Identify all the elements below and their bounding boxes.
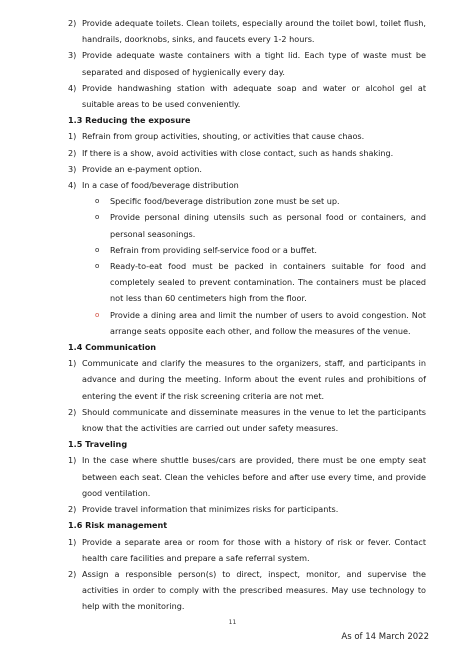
item-text: Should communicate and disseminate measures in the venue to let the participants know that the activities are carried out under safety measures. — [82, 406, 426, 434]
list-item — [68, 161, 426, 177]
bullet-text: Ready-to-eat food must be packed in containers suitable for food and completely sealed to prevent contamination. The containers must be placed not less than 60 centimeters high from the floor. — [110, 261, 426, 304]
item-text: Provide adequate toilets. Clean toilets, especially around the toilet bowl, toilet flush, handrails, doorknobs, sinks, and faucets every 1-2 hours. — [82, 18, 426, 45]
list-item — [68, 452, 426, 501]
bullet-item — [68, 307, 426, 339]
bullet-text: Provide a dining area and limit the number of users to avoid congestion. Not arrange seats opposite each other, and follow the measures of the venue. — [110, 309, 426, 336]
bullet-text: Provide personal dining utensils such as personal food or containers, and personal seasonings. — [110, 212, 426, 239]
bullet-item — [68, 242, 426, 258]
item-text: Provide an e-payment option. — [82, 163, 202, 174]
item-number: 2) — [68, 18, 77, 28]
list-item — [68, 47, 426, 79]
page-number: 11 — [228, 619, 237, 626]
item-number: 3) — [68, 163, 77, 174]
item-number: 4) — [68, 82, 77, 93]
list-item — [68, 566, 426, 615]
list-item — [68, 177, 426, 193]
date-stamp: As of 14 March 2022 — [341, 632, 429, 642]
list-item — [68, 534, 426, 566]
item-text: Provide handwashing station with adequate soap and water or alcohol gel at suitable areas to be used conveniently. — [82, 82, 426, 110]
bullet-item — [68, 193, 426, 209]
item-number: 2) — [68, 406, 77, 417]
item-text: Provide a separate area or room for those with a history of risk or fever. Contact health care facilities and prepare a safe referral system. — [82, 536, 426, 563]
list-item — [68, 80, 426, 112]
item-number: 4) — [68, 180, 77, 191]
item-number: 3) — [68, 50, 77, 61]
item-number: 1) — [68, 536, 77, 547]
bullet-marker: o — [95, 197, 100, 206]
bullet-item — [68, 258, 426, 307]
bullet-marker: o — [95, 262, 100, 271]
item-number: 1) — [68, 455, 77, 466]
item-number: 2) — [68, 568, 77, 579]
item-text: Provide travel information that minimizes risks for participants. — [82, 504, 339, 515]
list-item — [68, 501, 426, 517]
item-text: Communicate and clarify the measures to the organizers, staff, and participants in advance and during the meeting. Inform about the event rules and prohibitions of entering the event if the risk screening criteria are not met. — [82, 358, 426, 401]
document-body — [68, 15, 426, 615]
item-text: Refrain from group activities, shouting, or activities that cause chaos. — [82, 131, 365, 142]
item-text: Assign a responsible person(s) to direct, inspect, monitor, and supervise the activities in order to comply with the prescribed measures. May use technology to help with the monitoring. — [82, 568, 426, 612]
list-item — [68, 15, 426, 47]
section-heading-reducing-exposure: 1.3 Reducing the exposure — [68, 115, 191, 126]
section-heading-risk-management: 1.6 Risk management — [68, 520, 168, 531]
bullet-marker: o — [95, 245, 100, 254]
item-number: 1) — [68, 358, 77, 369]
section-heading-communication: 1.4 Communication — [68, 342, 157, 353]
item-text: In a case of food/beverage distribution — [82, 180, 239, 191]
item-text: Provide adequate waste containers with a tight lid. Each type of waste must be separated and disposed of hygienically every day. — [82, 50, 426, 77]
bullet-item — [68, 209, 426, 241]
item-number: 2) — [68, 504, 77, 515]
list-item — [68, 404, 426, 436]
item-number: 2) — [68, 147, 77, 158]
list-item — [68, 355, 426, 404]
list-item — [68, 128, 426, 144]
section-heading-traveling: 1.5 Traveling — [68, 439, 128, 450]
item-text: If there is a show, avoid activities with close contact, such as hands shaking. — [82, 147, 394, 158]
list-item — [68, 145, 426, 161]
bullet-text: Specific food/beverage distribution zone must be set up. — [110, 196, 340, 207]
bullet-marker: o — [95, 310, 100, 319]
item-text: In the case where shuttle buses/cars are provided, there must be one empty seat between each seat. Clean the vehicles before and after use every time, and provide good ventilation. — [82, 455, 426, 498]
bullet-text: Refrain from providing self-service food or a buffet. — [110, 244, 317, 255]
item-number: 1) — [68, 131, 77, 142]
bullet-marker: o — [95, 213, 100, 222]
